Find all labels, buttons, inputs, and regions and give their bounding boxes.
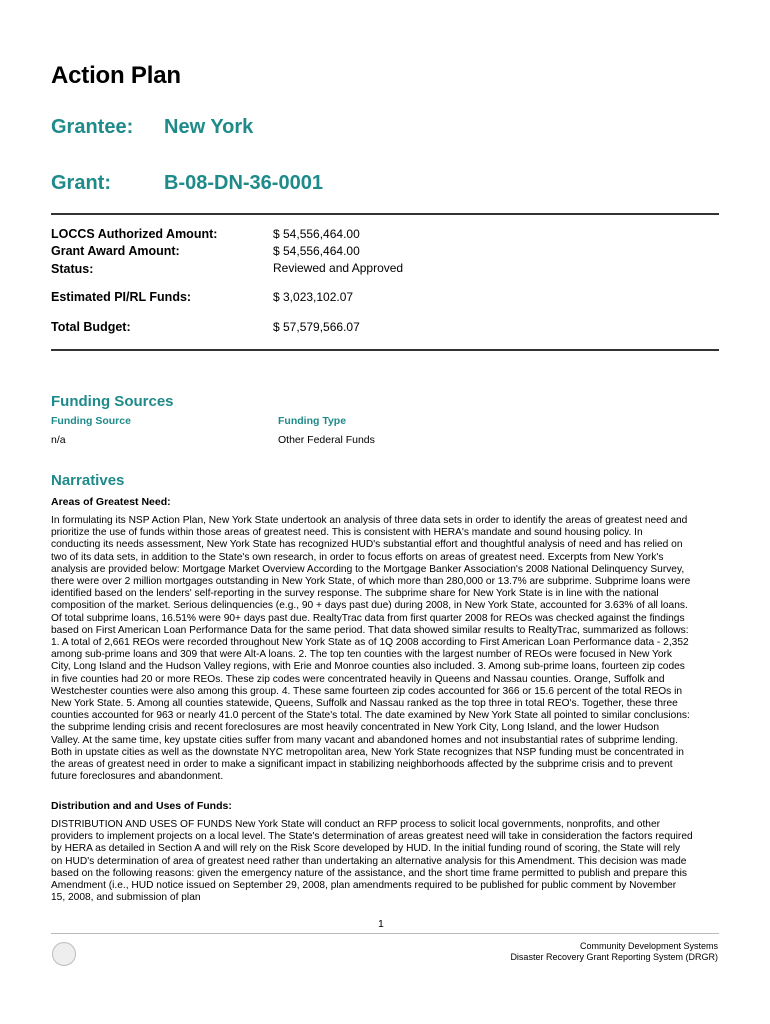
text-line: the areas of greatest need in order to make a significant impact in stabilizing neighborhoods affected by the subprime crisis and to prevent [51, 759, 673, 771]
footer-divider [51, 933, 719, 934]
text-line: New York State. 5. Among all counties statewide, Queens, Suffolk and Nassau ranked as the top three in total REO's. Together, these three [51, 698, 678, 710]
funding-source-header: Funding Source [51, 415, 131, 427]
text-line: on HUD's determination of area of greatest need rather than undertaking an alternative analysis for this Amendment. This decision was made [51, 855, 687, 867]
budget-label: Total Budget: [51, 320, 131, 334]
award-value: $ 54,556,464.00 [273, 244, 360, 258]
text-line: 1. A total of 2,661 REOs were recorded throughout New York State as of 1Q 2008 according to First American Loan Performance data - 2,352 [51, 637, 689, 649]
text-line: based on First American Loan Performance Data for the same period. That data showed similar results to RealtyTrac, summarized as follows: [51, 624, 689, 636]
text-line: based on the following reasons: given the emergency nature of the assistance, and the short time frame permitted to publish and prepare this [51, 867, 687, 879]
funding-type-header: Funding Type [278, 415, 347, 427]
pirl-value: $ 3,023,102.07 [273, 290, 354, 304]
pirl-label: Estimated PI/RL Funds: [51, 290, 192, 304]
page-title: Action Plan [51, 62, 181, 89]
text-line: In formulating its NSP Action Plan, New York State undertook an analysis of three data sets in order to identify the areas of greatest need and [51, 515, 688, 526]
text-line: counties accounted for 963 or nearly 41.0 percent of the State's total. The date examined by New York State all pointed to similar conclusions: [51, 710, 690, 722]
loccs-value: $ 54,556,464.00 [273, 227, 360, 241]
text-line: City, Long Island and the Hudson Valley regions, with Erie and Monroe counties also included. 3. Among sub-prime loans, fourteen zip codes [51, 661, 685, 673]
grant-number: B-08-DN-36-0001 [164, 172, 323, 194]
text-line: Amendment (i.e., HUD notice issued on September 29, 2008, plan amendments required to be published for public comment by November [51, 880, 677, 892]
divider-top [51, 213, 719, 215]
text-line: Valley. At the same time, key upstate cities suffer from many vacant and abandoned homes and not insubstantial rates of subprime lending. [51, 734, 678, 746]
grantee-label: Grantee: [51, 116, 134, 138]
budget-value: $ 57,579,566.07 [273, 320, 360, 334]
text-line: two of its data sets, in addition to the State's own research, in order to focus efforts on areas of greatest need. Excerpts from New York's [51, 551, 664, 563]
grantee-value: New York [164, 116, 254, 138]
text-line: Westchester counties were also among this group. 4. These same fourteen zip codes accounted for 366 or 15.6 percent of the total REOs in [51, 685, 683, 697]
text-line: analysis are provided below: Mortgage Market Overview According to the Mortgage Banker Association's 2008 National Delinquency Survey, [51, 563, 685, 575]
text-line: prioritize the use of funds within those areas of greatest need. This is consistent with HERA's mandate and sound housing policy. In [51, 527, 643, 539]
text-line: conducting its needs assessment, New York State has recognized HUD's substantial effort and thoughtful analysis of need and has relied on [51, 539, 683, 551]
funding-source-cell: n/a [51, 434, 66, 446]
text-line: DISTRIBUTION AND USES OF FUNDS New York State will conduct an RFP process to solicit local governments, nonprofits, and other [51, 819, 661, 830]
funding-type-cell: Other Federal Funds [278, 434, 375, 446]
footer-line-1: Community Development Systems [579, 941, 718, 951]
distribution-heading: Distribution and and Uses of Funds: [51, 800, 232, 812]
loccs-label: LOCCS Authorized Amount: [51, 227, 218, 241]
text-line: composition of the market. Serious delinquencies (e.g., 90 + days past due) during 2008, in New York State, accounted for 3.63% of all loans. [51, 600, 688, 612]
narratives-heading: Narratives [51, 472, 125, 489]
text-line: providers to implement projects on a local level. The State's determination of areas greatest need will take in consideration the factors required [51, 831, 693, 843]
status-value: Reviewed and Approved [273, 261, 404, 275]
text-line: there were over 2 million mortgages outstanding in New York State, of which more than 280,000 or 13.7% are subprime. Subprime loans were [51, 576, 691, 588]
text-line: among sub-prime loans and 309 that were Alt-A loans. 2. The top ten counties with the largest number of REOs were focused in New York [51, 649, 673, 661]
footer-system [388, 941, 718, 963]
text-line: Of total subprime loans, 16.51% were 90+ days past due. RealtyTrac data from first quarter 2008 for REOs was checked against the findings [51, 612, 685, 624]
funding-sources-heading: Funding Sources [51, 393, 174, 410]
text-line: identified based on the lenders' self-reporting in the survey response. The subprime share for New York State is in line with the national [51, 588, 659, 600]
text-line: future foreclosures and abandonment. [51, 771, 224, 783]
status-label: Status: [51, 262, 94, 276]
distribution-text [51, 819, 707, 904]
areas-of-need-text [51, 515, 707, 783]
text-line: the subprime lending crisis and recent foreclosures are most heavily concentrated in New York City, Long Island, and the lower Hudson [51, 722, 659, 734]
grant-label: Grant: [51, 172, 111, 194]
text-line: by HERA as detailed in Section A and will rely on the Risk Score developed by HUD. In the initial funding round of scoring, the State will rely [51, 843, 681, 855]
text-line: 15, 2008, and submission of plan [51, 892, 201, 904]
divider-bottom [51, 349, 719, 351]
footer-line-2: Disaster Recovery Grant Reporting System (DRGR) [510, 952, 718, 962]
page-number: 1 [378, 918, 384, 930]
areas-of-need-heading: Areas of Greatest Need: [51, 496, 171, 508]
award-label: Grant Award Amount: [51, 244, 180, 258]
text-line: in five counties had 20 or more REOs. These zip codes were concentrated heavily in Queens and Nassau counties. Orange, Suffolk and [51, 673, 665, 685]
hud-seal-icon [52, 942, 76, 966]
text-line: Both in upstate cities as well as the downstate NYC metropolitan area, New York State recognizes that NSP funding must be concentrated in [51, 746, 684, 758]
